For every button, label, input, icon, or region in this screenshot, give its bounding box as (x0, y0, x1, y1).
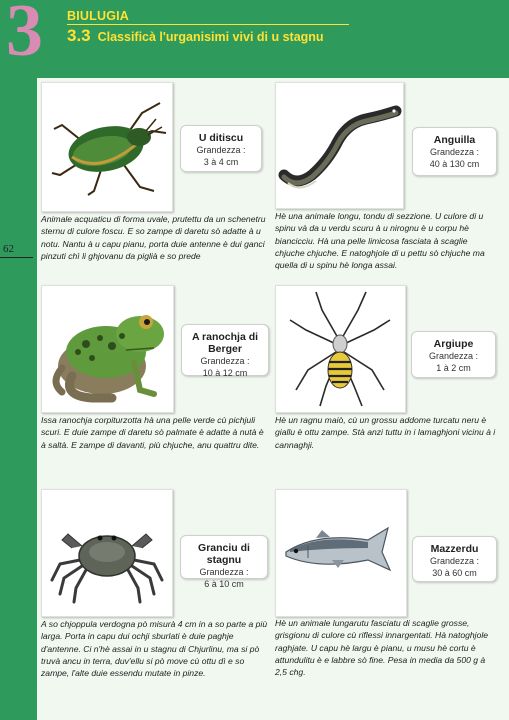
animal-name: U ditiscu (198, 132, 244, 144)
animal-name: Anguilla (433, 134, 476, 146)
size-value: 10 à 12 cm (202, 368, 248, 378)
left-margin-strip (0, 0, 37, 720)
size-label: Grandezza : (200, 356, 250, 366)
frog-icon (42, 286, 173, 412)
chapter-number: 3 (6, 0, 43, 72)
size-label: Grandezza : (196, 145, 246, 155)
infobox-eel (412, 127, 497, 176)
infobox-water-beetle (180, 125, 262, 172)
animal-name: Argiupe (433, 338, 474, 350)
size-value: 6 à 10 cm (204, 579, 244, 589)
section-title: Classificà l'urganisimi vivi di u stagnu (97, 30, 324, 44)
infobox-crab (180, 535, 268, 589)
photo-water-beetle (41, 82, 173, 212)
description-spider: Hè un ragnu maiò, cù un grossu addome turcatu neru è giallu è ottu zampe. Stà anzi tuttu in i lamaghjoni vicinu à i cannaghji. (275, 415, 496, 450)
size-value: 40 à 130 cm (429, 159, 480, 169)
mullet-fish-icon (276, 490, 406, 616)
spider-icon (276, 286, 405, 412)
crab-icon (42, 490, 172, 616)
photo-eel (275, 82, 404, 209)
size-value: 30 à 60 cm (432, 568, 477, 578)
size-label: Grandezza : (429, 147, 480, 157)
photo-mullet-fish (275, 489, 407, 617)
description-frog: Issa ranochja corpiturzotta hà una pelle verde cù pichjuli scuri. E duie zampe di daretu sò palmate è adatte à nutà è à saltà. E zampe di davanti, più chjuche, anu quattru dite. (41, 415, 264, 450)
page-number-underline (0, 257, 33, 258)
section-number: 3.3 (67, 26, 91, 45)
photo-spider (275, 285, 406, 413)
size-value: 1 à 2 cm (436, 363, 471, 373)
size-label: Grandezza : (429, 556, 480, 566)
description-crab: A so chjoppula verdogna pò misurà 4 cm in a so parte a più larga. Porta in capu dui ochji sburlati è duie paghje d'antenne. Ci n'hè assai in u stagnu di Chjurlinu, ma si pò truvà ancu in terra, duv'ellu si pò move cù ottu dì e so zampe, l'alte duie essendu mutate in pinze. (41, 619, 268, 679)
infobox-mullet-fish (412, 536, 497, 582)
photo-crab (41, 489, 173, 617)
photo-frog (41, 285, 174, 413)
eel-icon (276, 83, 403, 208)
page-number: 62 (3, 243, 14, 255)
description-mullet-fish: Hè un animale lungarutu fasciatu di scaglie grosse, grisgionu di culore cù riflessi innargentati. Hà natoghjole raghjate. U capu hè largu è pianu, u musu hè cortu è attundulitu è e labbre sò fine. Pesa in media da 500 g à 2,5 chg. (275, 618, 489, 678)
description-water-beetle: Animale acquaticu di forma uvale, prutettu da un schenetru sternu di culore foscu. E so zampe di daretu sò adatte à u notu. Nantu à u capu pianu, porta duie antenne è dui ganci pinzuti chì li ghjovanu da piglià e so prede (41, 214, 266, 261)
size-label: Grandezza : (428, 351, 479, 361)
infobox-spider (411, 331, 496, 378)
animal-name: A ranochja di Berger (191, 331, 259, 355)
size-label: Grandezza : (199, 567, 249, 577)
animal-name: Mazzerdu (430, 543, 479, 555)
description-eel: Hè una animale longu, tondu di sezzione. U culore di u spinu và da u verdu scuru à u nirognu è u corpu hè biancicciu. Hà una pelle limicosa fasciata à scaglie chjuche chjuche. E natoghjole di u pettu sò chjuche ma quella di u spinu hè longa assai. (275, 211, 485, 271)
size-value: 3 à 4 cm (203, 157, 239, 167)
infobox-frog (181, 324, 269, 376)
animal-name: Granciu di stagnu (198, 542, 250, 566)
section-heading (67, 26, 324, 46)
water-beetle-icon (42, 83, 172, 211)
subject-title: BIULUGIA (67, 9, 130, 23)
header-rule (67, 24, 349, 25)
